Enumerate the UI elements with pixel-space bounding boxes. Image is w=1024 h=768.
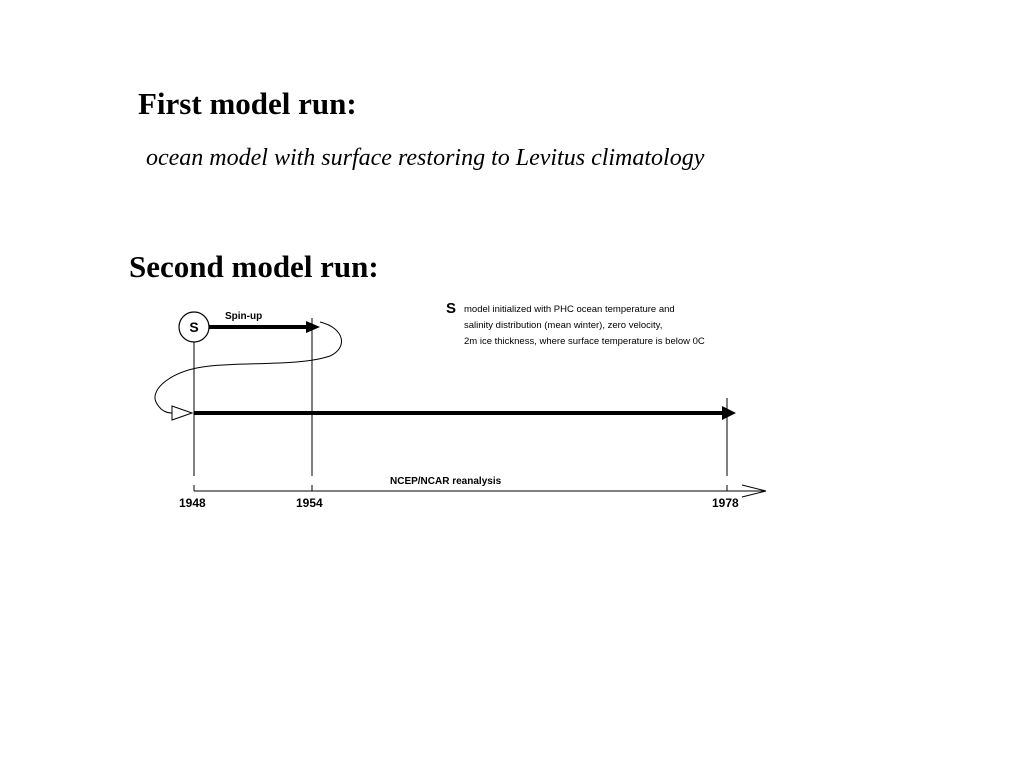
first-run-title: First model run: xyxy=(138,86,357,121)
year-label-1948: 1948 xyxy=(179,496,206,510)
second-run-title: Second model run: xyxy=(129,249,379,284)
note-line-3: 2m ice thickness, where surface temperature is below 0C xyxy=(464,336,705,347)
note-line-2: salinity distribution (mean winter), zero velocity, xyxy=(464,320,663,331)
first-run-description: ocean model with surface restoring to Levitus climatology xyxy=(146,145,705,171)
spinup-label: Spin-up xyxy=(225,311,263,322)
start-marker-label: S xyxy=(189,319,199,335)
main-run-arrowhead xyxy=(722,406,736,420)
note-symbol: S xyxy=(446,300,457,317)
year-label-1954: 1954 xyxy=(296,496,323,510)
loop-back-arrowhead xyxy=(172,406,192,420)
spinup-arrowhead xyxy=(306,321,320,333)
note-line-1: model initialized with PHC ocean temperature and xyxy=(464,304,675,315)
year-label-1978: 1978 xyxy=(712,496,739,510)
forcing-label: NCEP/NCAR reanalysis xyxy=(390,476,502,487)
